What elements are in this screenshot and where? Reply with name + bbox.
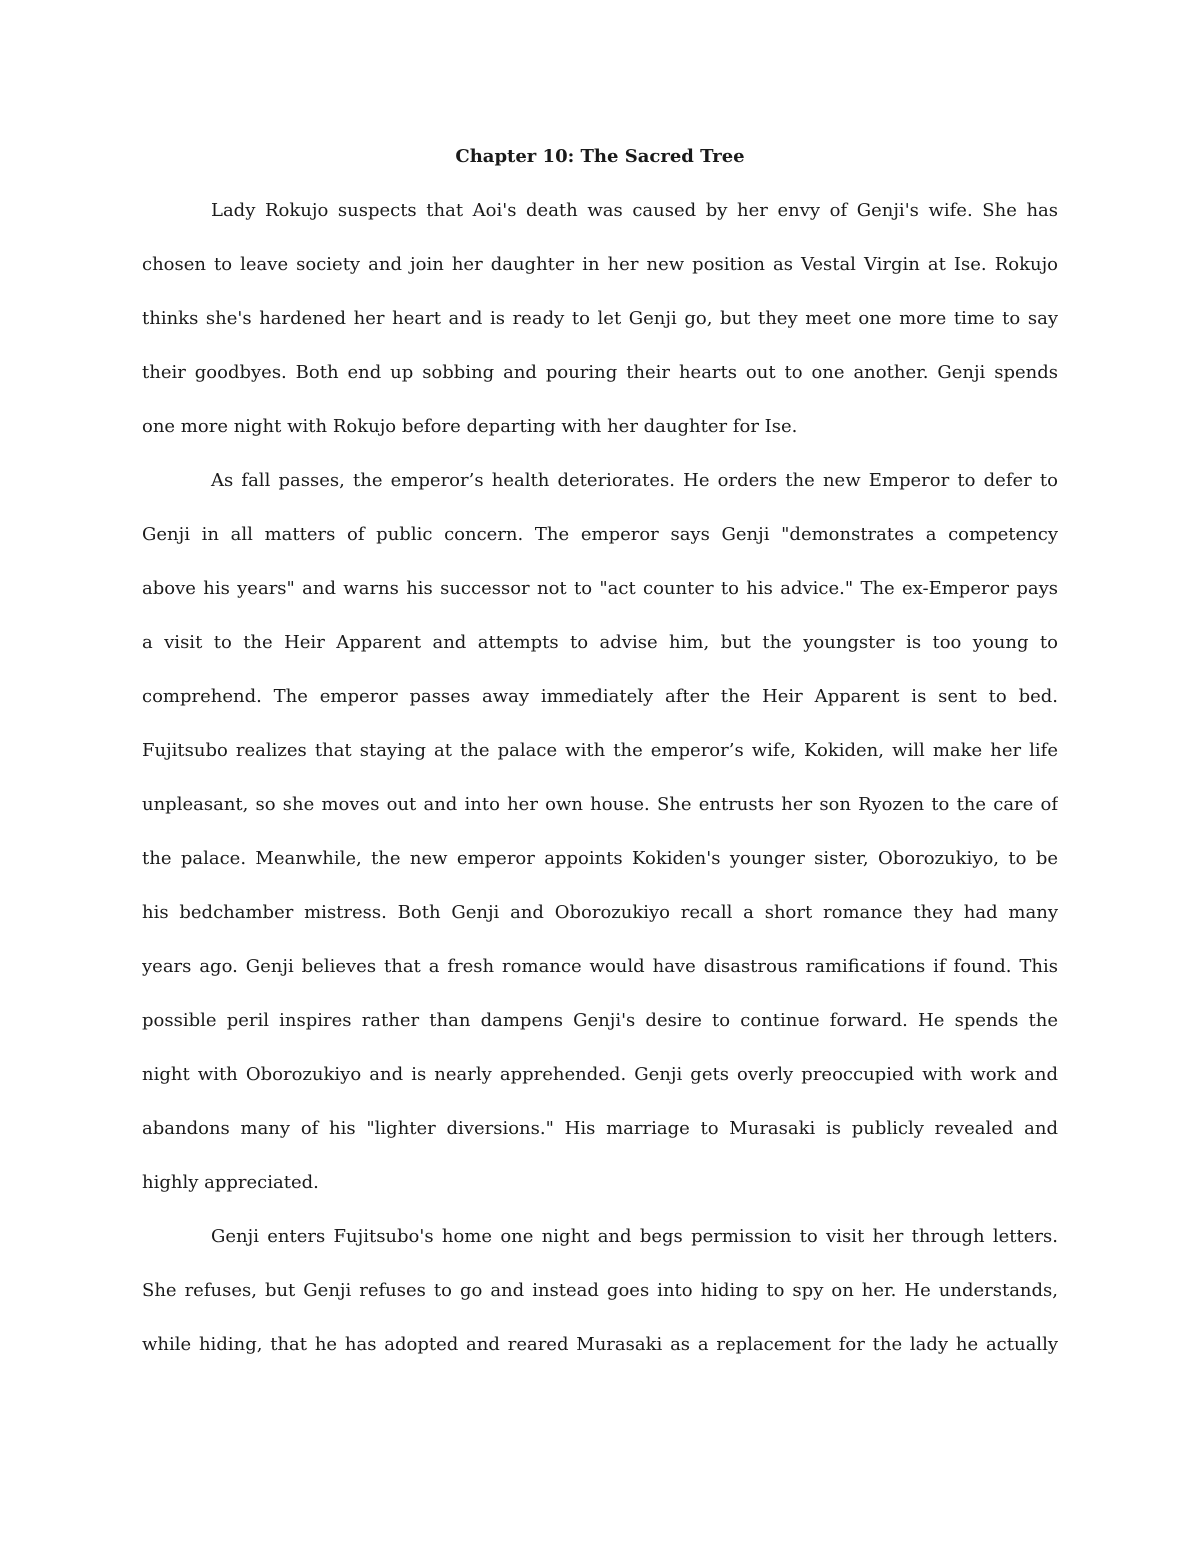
text-line: unpleasant, so she moves out and into her own house. She entrusts her son Ryozen to the care of	[142, 794, 1058, 815]
text-line: Genji enters Fujitsubo's home one night and begs permission to visit her through letters.	[211, 1226, 1058, 1247]
text-line: their goodbyes. Both end up sobbing and pouring their hearts out to one another. Genji spends	[142, 362, 1058, 383]
text-line: possible peril inspires rather than dampens Genji's desire to continue forward. He spends the	[142, 1010, 1058, 1031]
text-line: abandons many of his "lighter diversions." His marriage to Murasaki is publicly revealed and	[142, 1118, 1058, 1139]
text-line: As fall passes, the emperor’s health deteriorates. He orders the new Emperor to defer to	[211, 470, 1058, 491]
text-line: one more night with Rokujo before departing with her daughter for Ise.	[142, 416, 798, 437]
text-line: a visit to the Heir Apparent and attempts to advise him, but the youngster is too young to	[142, 632, 1058, 653]
text-line: She refuses, but Genji refuses to go and instead goes into hiding to spy on her. He understands,	[142, 1280, 1058, 1301]
document-body	[142, 130, 1058, 1372]
chapter-title: Chapter 10: The Sacred Tree	[455, 146, 745, 167]
text-line: above his years" and warns his successor not to "act counter to his advice." The ex-Emperor pays	[142, 578, 1058, 599]
text-line: chosen to leave society and join her daughter in her new position as Vestal Virgin at Ise. Rokujo	[142, 254, 1058, 275]
text-line: Lady Rokujo suspects that Aoi's death was caused by her envy of Genji's wife. She has	[211, 200, 1058, 221]
text-line: while hiding, that he has adopted and reared Murasaki as a replacement for the lady he actually	[142, 1334, 1058, 1355]
paragraph-2	[142, 454, 1058, 1210]
text-line: Fujitsubo realizes that staying at the palace with the emperor’s wife, Kokiden, will make her life	[142, 740, 1058, 761]
text-line: the palace. Meanwhile, the new emperor appoints Kokiden's younger sister, Oborozukiyo, to be	[142, 848, 1058, 869]
text-line: years ago. Genji believes that a fresh romance would have disastrous ramifications if found. This	[142, 956, 1058, 977]
text-line: highly appreciated.	[142, 1172, 319, 1193]
text-line: thinks she's hardened her heart and is ready to let Genji go, but they meet one more time to say	[142, 308, 1058, 329]
text-line: Genji in all matters of public concern. The emperor says Genji "demonstrates a competency	[142, 524, 1058, 545]
text-line: night with Oborozukiyo and is nearly apprehended. Genji gets overly preoccupied with work and	[142, 1064, 1058, 1085]
text-line: his bedchamber mistress. Both Genji and Oborozukiyo recall a short romance they had many	[142, 902, 1058, 923]
paragraph-1	[142, 184, 1058, 454]
text-line: comprehend. The emperor passes away immediately after the Heir Apparent is sent to bed.	[142, 686, 1058, 707]
paragraph-3	[142, 1210, 1058, 1372]
